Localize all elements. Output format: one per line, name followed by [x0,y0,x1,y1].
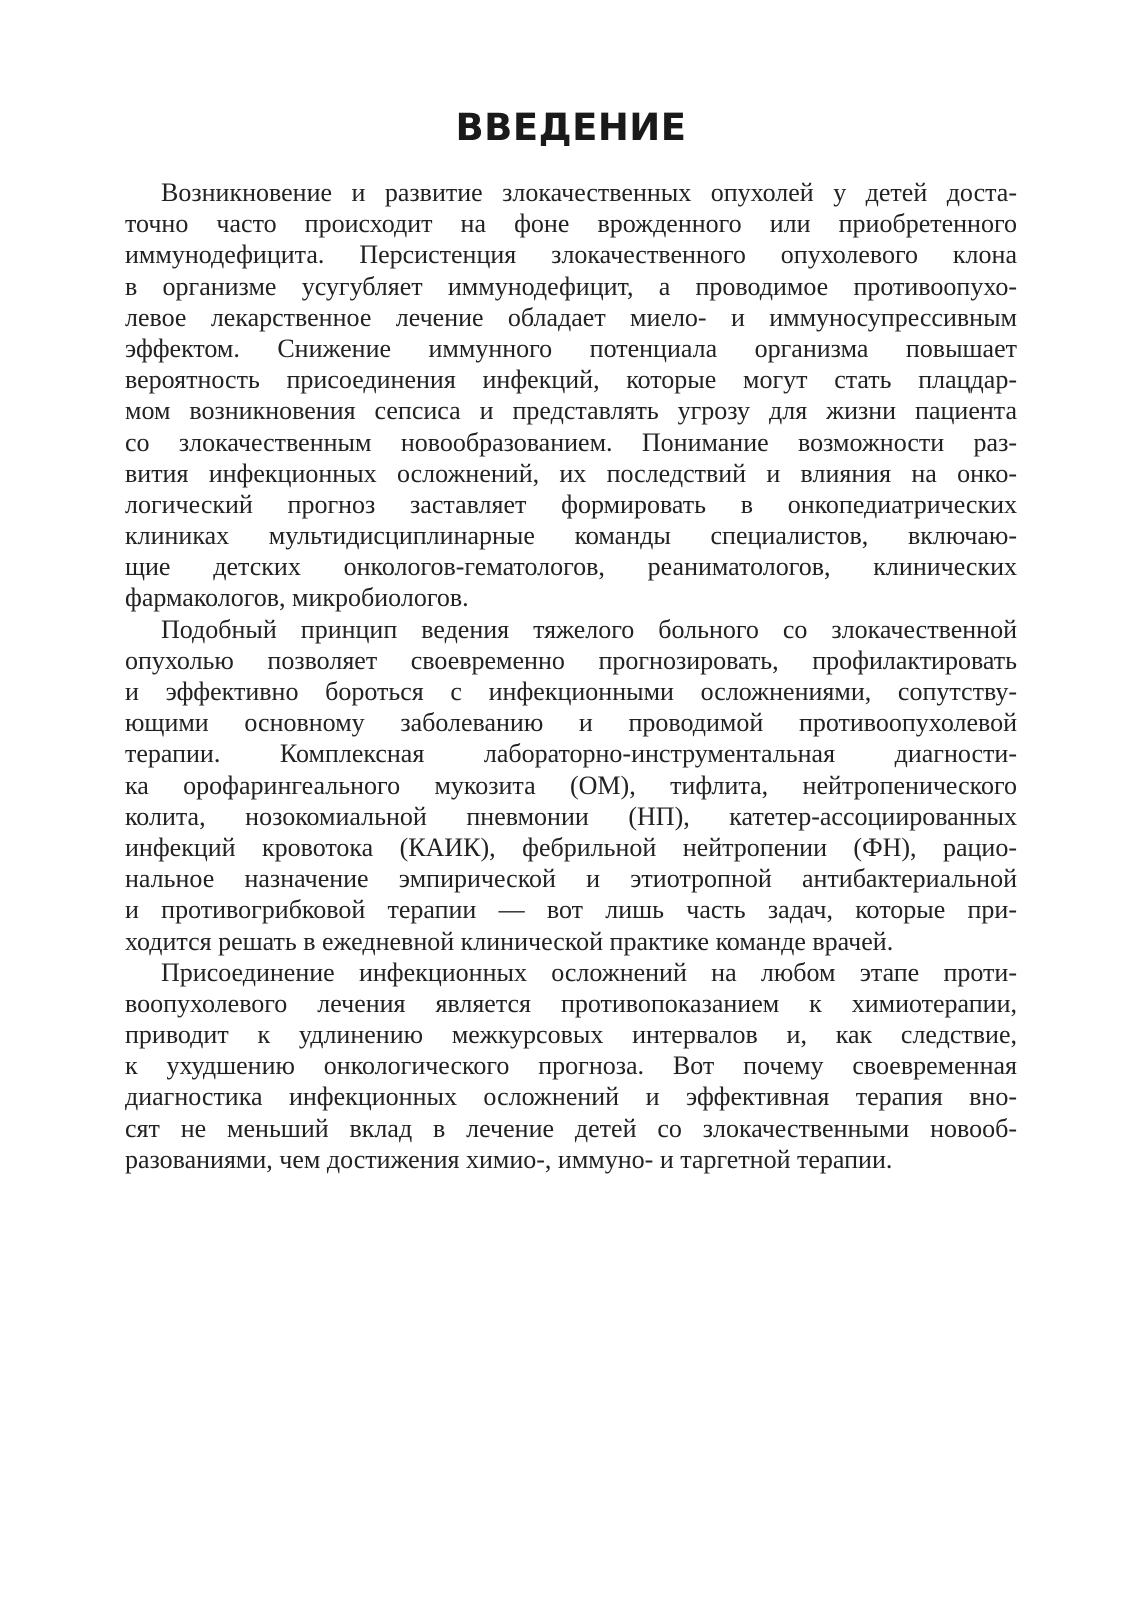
text-line: воопухолевого лечения является противопоказанием к химиотерапии, [125,988,1017,1018]
text-line: и противогрибковой терапии — вот лишь часть задач, которые при- [125,895,1017,925]
text-line: к ухудшению онкологического прогноза. Вот почему своевременная [125,1051,1017,1081]
text-line: нальное назначение эмпирической и этиотропной антибактериальной [125,864,1017,894]
text-line: Подобный принцип ведения тяжелого больного со злокачественной [161,614,1017,644]
text-line: мом возникновения сепсиса и представлять угрозу для жизни пациента [125,396,1017,426]
text-line: со злокачественным новообразованием. Понимание возможности раз- [125,427,1017,457]
text-line: приводит к удлинению межкурсовых интервалов и, как следствие, [125,1020,1017,1050]
text-line: опухолью позволяет своевременно прогнозировать, профилактировать [125,645,1017,675]
page-title: ВВЕДЕНИЕ [455,106,687,149]
text-line: ходится решать в ежедневной клинической практике команде врачей. [125,926,894,956]
text-line: эффектом. Снижение иммунного потенциала организма повышает [125,333,1017,363]
text-line: логический прогноз заставляет формировать в онкопедиатрических [125,489,1017,519]
text-line: ющими основному заболеванию и проводимой противоопухолевой [125,708,1017,738]
text-line: разованиями, чем достижения химио-, иммуно- и таргетной терапии. [125,1144,893,1174]
body-text [125,177,1017,1175]
text-line: в организме усугубляет иммунодефицит, а проводимое противоопухо- [125,271,1017,301]
paragraph-1 [125,177,1017,614]
text-line: Возникновение и развитие злокачественных опухолей у детей доста- [161,178,1017,207]
text-line: иммунодефицита. Персистенция злокачественного опухолевого клона [125,240,1017,270]
text-line: колита, нозокомиальной пневмонии (НП), катетер-ассоциированных [125,801,1017,831]
text-line: клиниках мультидисциплинарные команды специалистов, включаю- [125,521,1017,551]
text-line: диагностика инфекционных осложнений и эффективная терапия вно- [125,1082,1017,1112]
text-line: фармакологов, микробиологов. [125,583,469,613]
text-line: вития инфекционных осложнений, их последствий и влияния на онко- [125,458,1017,488]
text-line: щие детских онкологов-гематологов, реаниматологов, клинических [125,552,1017,582]
text-line: левое лекарственное лечение обладает миело- и иммуносупрессивным [125,302,1017,332]
paragraph-3 [125,957,1017,1175]
paragraph-2 [125,614,1017,957]
text-line: Присоединение инфекционных осложнений на любом этапе проти- [161,957,1017,987]
text-line: инфекций кровотока (КАИК), фебрильной нейтропении (ФН), рацио- [125,832,1017,862]
text-line: терапии. Комплексная лабораторно-инструментальная диагности- [125,739,1017,769]
text-line: точно часто происходит на фоне врожденного или приобретенного [125,209,1017,239]
text-line: сят не меньший вклад в лечение детей со злокачественными новооб- [125,1113,1017,1143]
text-line: ка орофарингеального мукозита (ОМ), тифлита, нейтропенического [125,770,1017,800]
text-line: и эффективно бороться с инфекционными осложнениями, сопутству- [125,677,1017,706]
text-line: вероятность присоединения инфекций, которые могут стать плацдар- [125,365,1017,395]
